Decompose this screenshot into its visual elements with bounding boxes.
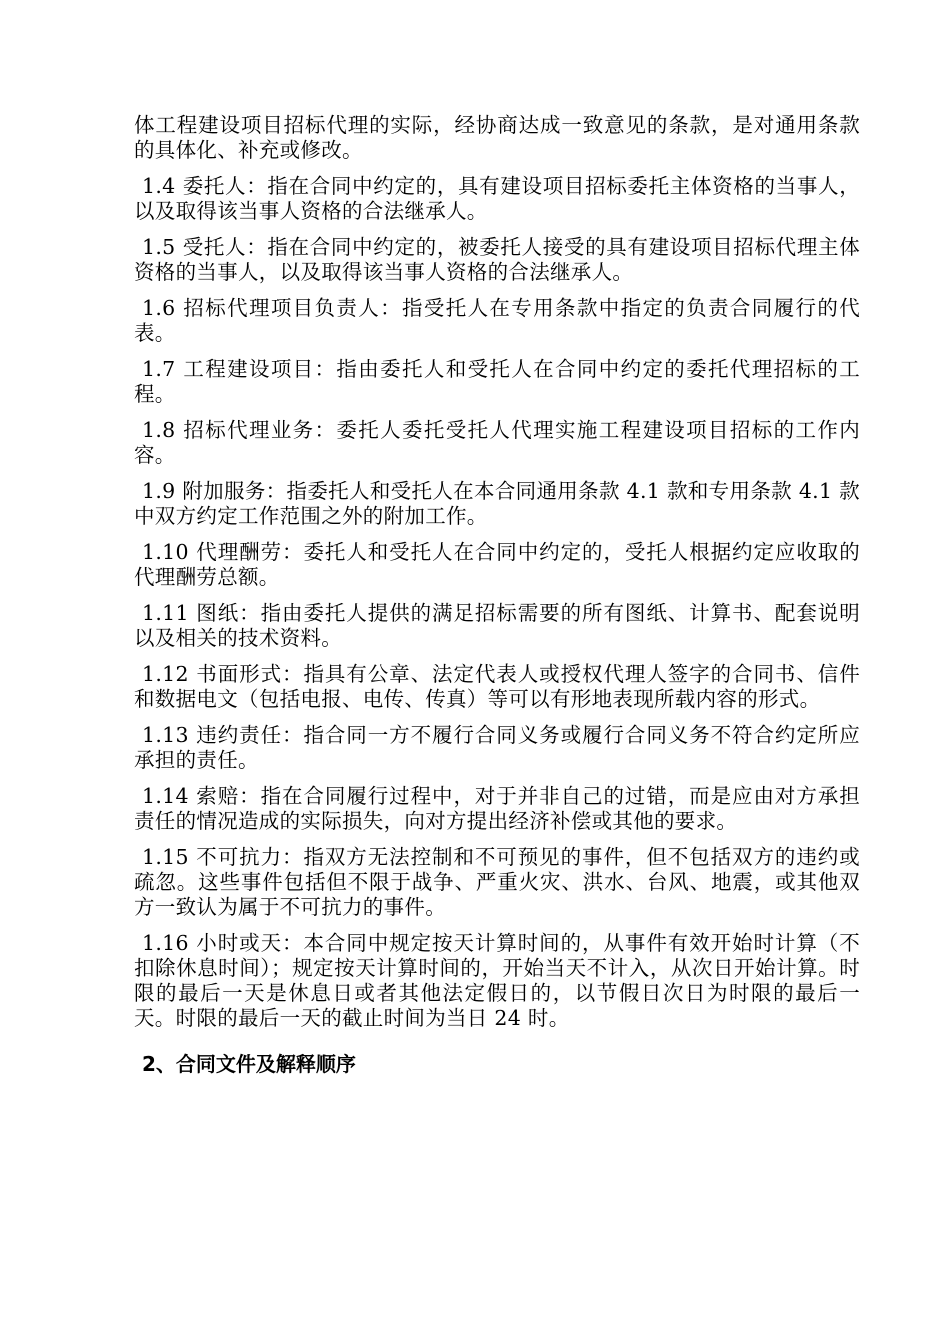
paragraph-continuation: 体工程建设项目招标代理的实际，经协商达成一致意见的条款，是对通用条款的具体化、补充或修改。 — [134, 113, 860, 162]
clause-1-5: 1.5 受托人：指在合同中约定的，被委托人接受的具有建设项目招标代理主体资格的当事人，以及取得该当事人资格的合法继承人。 — [134, 235, 860, 284]
section-heading: 2、合同文件及解释顺序 — [142, 1052, 356, 1076]
clause-1-16: 1.16 小时或天：本合同中规定按天计算时间的，从事件有效开始时计算（不扣除休息时间）；规定按天计算时间的，开始当天不计入，从次日开始计算。时限的最后一天是休息日或者其他法定假日的，以节假日次日为时限的最后一天。时限的最后一天的截止时间为当日 24 时。 — [134, 931, 860, 1030]
clause-1-12: 1.12 书面形式：指具有公章、法定代表人或授权代理人签字的合同书、信件和数据电文（包括电报、电传、传真）等可以有形地表现所载内容的形式。 — [134, 662, 860, 711]
clause-1-15: 1.15 不可抗力：指双方无法控制和不可预见的事件，但不包括双方的违约或疏忽。这些事件包括但不限于战争、严重火灾、洪水、台风、地震，或其他双方一致认为属于不可抗力的事件。 — [134, 845, 860, 919]
clause-1-9: 1.9 附加服务：指委托人和受托人在本合同通用条款 4.1 款和专用条款 4.1 款中双方约定工作范围之外的附加工作。 — [134, 479, 860, 528]
clause-1-13: 1.13 违约责任：指合同一方不履行合同义务或履行合同义务不符合约定所应承担的责任。 — [134, 723, 860, 772]
clause-1-6: 1.6 招标代理项目负责人：指受托人在专用条款中指定的负责合同履行的代表。 — [134, 296, 860, 345]
clause-1-7: 1.7 工程建设项目：指由委托人和受托人在合同中约定的委托代理招标的工程。 — [134, 357, 860, 406]
clause-1-11: 1.11 图纸：指由委托人提供的满足招标需要的所有图纸、计算书、配套说明以及相关的技术资料。 — [134, 601, 860, 650]
clause-1-4: 1.4 委托人：指在合同中约定的，具有建设项目招标委托主体资格的当事人，以及取得该当事人资格的合法继承人。 — [134, 174, 860, 223]
clause-1-10: 1.10 代理酬劳：委托人和受托人在合同中约定的，受托人根据约定应收取的代理酬劳总额。 — [134, 540, 860, 589]
document-body — [134, 113, 860, 1077]
clause-1-14: 1.14 索赔：指在合同履行过程中，对于并非自己的过错，而是应由对方承担责任的情况造成的实际损失，向对方提出经济补偿或其他的要求。 — [134, 784, 860, 833]
clause-1-8: 1.8 招标代理业务：委托人委托受托人代理实施工程建设项目招标的工作内容。 — [134, 418, 860, 467]
